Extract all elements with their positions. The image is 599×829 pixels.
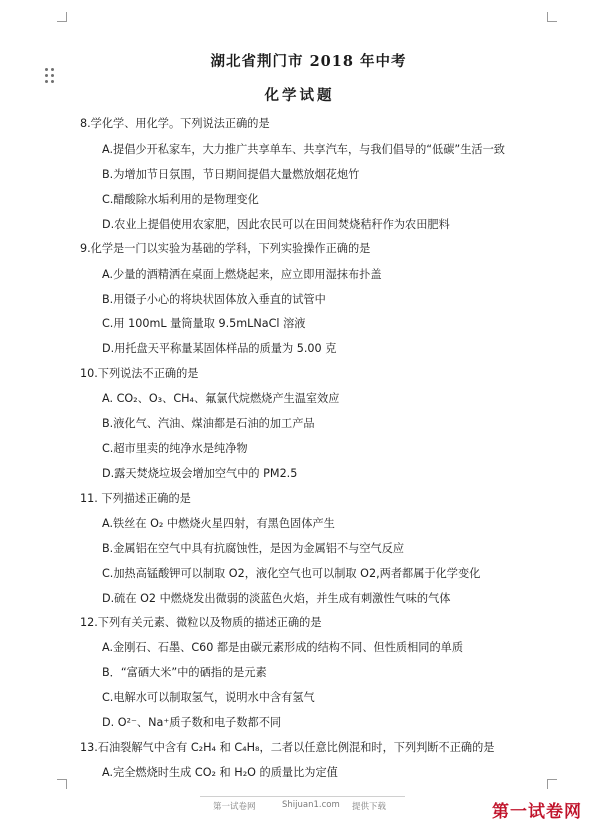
page-corner-mark	[57, 779, 67, 789]
question-option: C.用 100mL 量筒量取 9.5mLNaCl 溶液	[102, 317, 306, 330]
page-subtitle: 化学试题	[264, 87, 335, 104]
footer-download-text: 提供下载	[352, 802, 387, 812]
question-option: A.提倡少开私家车，大力推广共享单车、共享汽车，与我们倡导的“低碳”生活一致	[102, 143, 505, 156]
question-option: A.完全燃烧时生成 CO₂ 和 H₂O 的质量比为定值	[102, 766, 338, 779]
question-option: B.为增加节日氛围，节日期间提倡大量燃放烟花炮竹	[102, 168, 360, 181]
question-option: B．“富硒大米”中的硒指的是元素	[102, 666, 267, 679]
question-stem: 12.下列有关元素、微粒以及物质的描述正确的是	[80, 616, 322, 629]
page-corner-mark	[57, 12, 67, 22]
question-stem: 8.学化学、用化学。下列说法正确的是	[80, 117, 270, 130]
footer-divider	[200, 796, 405, 797]
question-option: C.醋酸除水垢利用的是物理变化	[102, 193, 259, 206]
question-option: A.铁丝在 O₂ 中燃烧火星四射，有黑色固体产生	[102, 517, 335, 530]
question-stem: 10.下列说法不正确的是	[80, 367, 199, 380]
question-option: D.硫在 O2 中燃烧发出微弱的淡蓝色火焰，并生成有刺激性气味的气体	[102, 592, 451, 605]
question-option: B.金属铝在空气中具有抗腐蚀性，是因为金属铝不与空气反应	[102, 542, 405, 555]
footer-site-name: 第一试卷网	[213, 802, 256, 812]
page-title: 湖北省荆门市 2018 年中考	[210, 53, 407, 70]
question-option: D. O²⁻、Na⁺质子数和电子数都不同	[102, 716, 282, 729]
question-stem: 9.化学是一门以实验为基础的学科，下列实验操作正确的是	[80, 242, 371, 255]
question-option: C.超市里卖的纯净水是纯净物	[102, 442, 248, 455]
question-option: B.液化气、汽油、煤油都是石油的加工产品	[102, 417, 315, 430]
question-option: A. CO₂、O₃、CH₄、氟氯代烷燃烧产生温室效应	[102, 392, 340, 405]
question-option: D.用托盘天平称量某固体样品的质量为 5.00 克	[102, 342, 337, 355]
footer-url[interactable]: Shijuan1.com	[282, 800, 340, 810]
question-option: A.少量的酒精洒在桌面上燃烧起来，应立即用湿抹布扑盖	[102, 268, 382, 281]
question-option: C.电解水可以制取氢气，说明水中含有氢气	[102, 691, 315, 704]
question-option: D.农业上提倡使用农家肥，因此农民可以在田间焚烧秸秆作为农田肥料	[102, 218, 450, 231]
question-option: D.露天焚烧垃圾会增加空气中的 PM2.5	[102, 467, 298, 480]
question-option: B.用镊子小心的将块状固体放入垂直的试管中	[102, 293, 326, 306]
brand-watermark: 第一试卷网	[492, 802, 582, 822]
page-corner-mark	[547, 779, 557, 789]
question-stem: 11. 下列描述正确的是	[80, 492, 191, 505]
page-corner-mark	[547, 12, 557, 22]
question-stem: 13.石油裂解气中含有 C₂H₄ 和 C₄H₈，二者以任意比例混和时，下列判断不正确的是	[80, 741, 495, 754]
question-option: C.加热高锰酸钾可以制取 O2，液化空气也可以制取 O2,两者都属于化学变化	[102, 567, 481, 580]
question-option: A.金刚石、石墨、C60 都是由碳元素形成的结构不同、但性质相同的单质	[102, 641, 464, 654]
